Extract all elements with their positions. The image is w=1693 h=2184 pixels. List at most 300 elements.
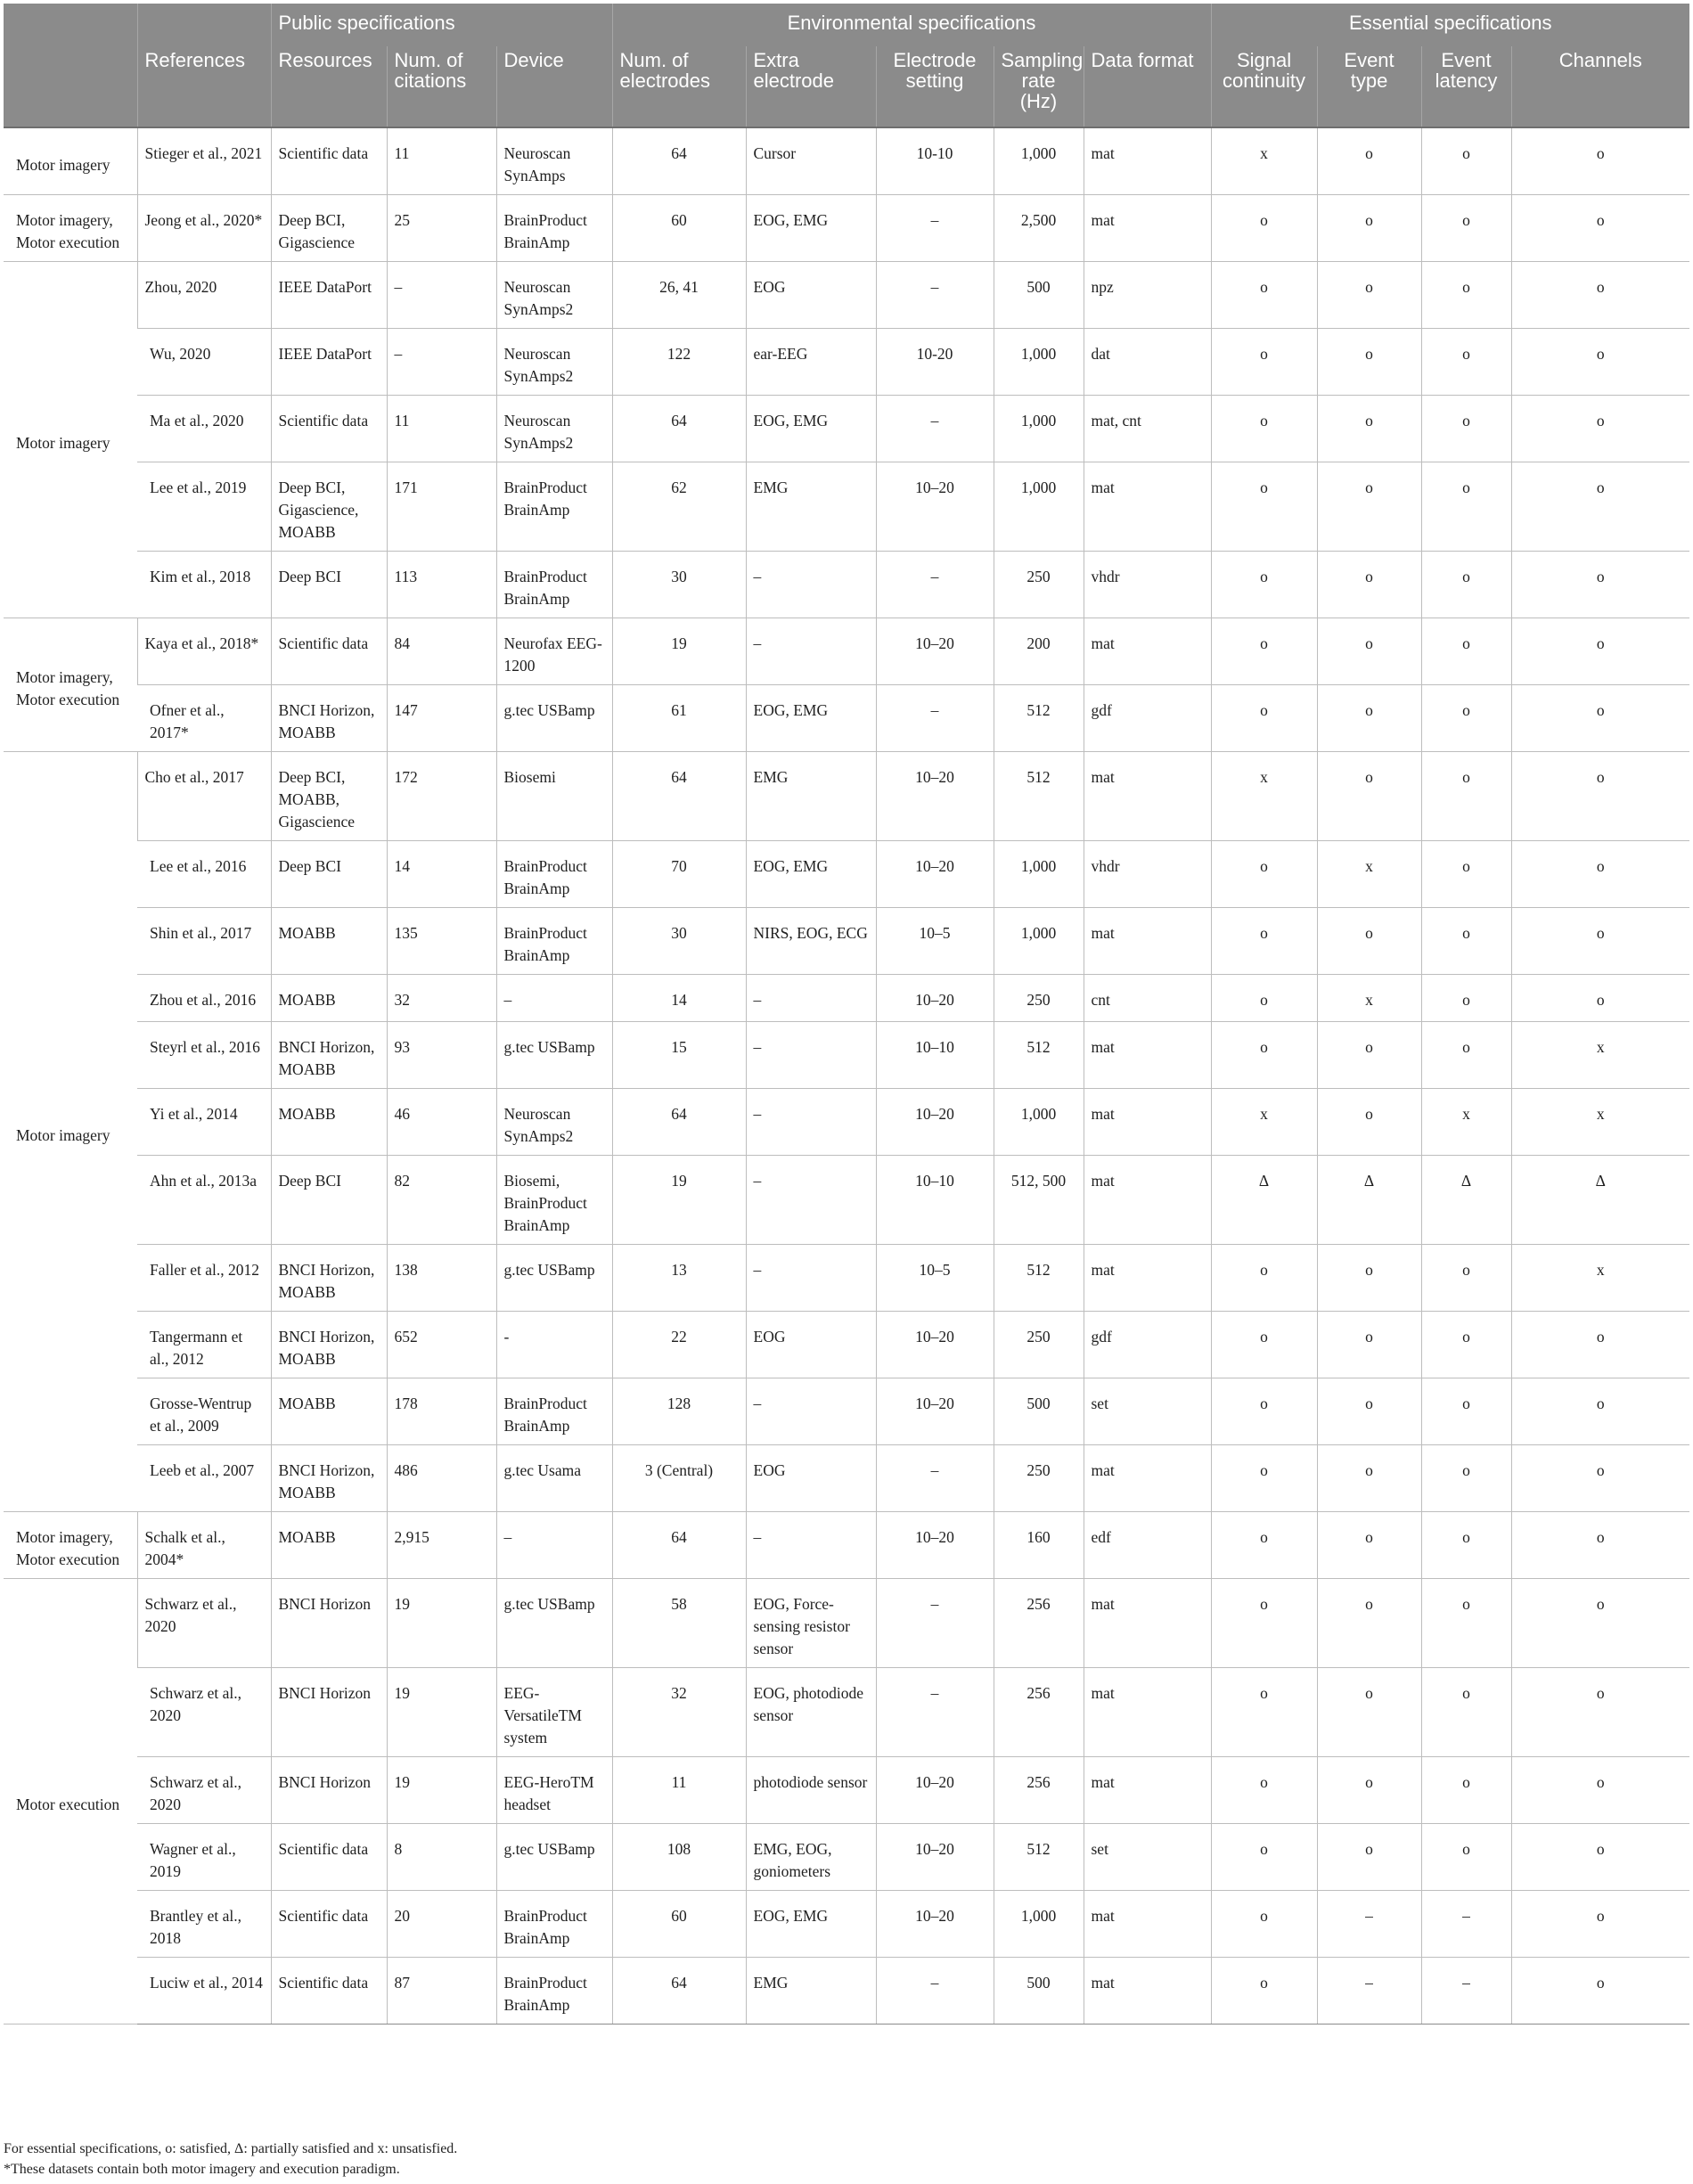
resources-cell: MOABB	[271, 1089, 387, 1156]
reference-cell: Leeb et al., 2007	[137, 1445, 271, 1512]
sampling-rate-cell: 512	[994, 752, 1084, 841]
extra-electrode-cell: EOG	[746, 1445, 876, 1512]
electrodes-cell: 70	[612, 841, 746, 908]
citations-cell: 2,915	[387, 1512, 496, 1579]
table-row	[4, 1824, 1689, 1891]
extra-electrode-cell: EOG, EMG	[746, 396, 876, 462]
citations-cell: 113	[387, 552, 496, 618]
electrode-setting-cell: 10–20	[876, 1891, 994, 1958]
event-latency-cell: o	[1421, 1022, 1511, 1089]
electrode-setting-cell: 10–5	[876, 1245, 994, 1312]
signal-continuity-cell: Δ	[1211, 1156, 1317, 1245]
channels-cell: o	[1511, 1445, 1689, 1512]
device-cell: g.tec USBamp	[496, 1245, 612, 1312]
electrode-setting-cell: –	[876, 685, 994, 752]
extra-electrode-cell: EMG	[746, 462, 876, 552]
event-latency-cell: o	[1421, 462, 1511, 552]
resources-cell: BNCI Horizon	[271, 1579, 387, 1668]
channels-cell: o	[1511, 262, 1689, 329]
device-cell: Neuroscan SynAmps	[496, 127, 612, 195]
citations-cell: 178	[387, 1378, 496, 1445]
extra-electrode-cell: –	[746, 1022, 876, 1089]
event-latency-cell: o	[1421, 908, 1511, 975]
event-type-cell: o	[1317, 1312, 1421, 1378]
reference-cell: Ahn et al., 2013a	[137, 1156, 271, 1245]
event-type-cell: o	[1317, 552, 1421, 618]
event-type-cell: o	[1317, 195, 1421, 262]
citations-cell: 93	[387, 1022, 496, 1089]
paradigm-group-cell: Motor execution	[4, 1579, 137, 2024]
table-row	[4, 1245, 1689, 1312]
event-type-cell: o	[1317, 1757, 1421, 1824]
data-format-cell: mat	[1084, 1668, 1211, 1757]
device-cell: g.tec USBamp	[496, 1579, 612, 1668]
device-cell: Neuroscan SynAmps2	[496, 262, 612, 329]
table-footnotes	[4, 2139, 457, 2180]
data-format-cell: mat	[1084, 127, 1211, 195]
event-type-cell: –	[1317, 1891, 1421, 1958]
signal-continuity-cell: o	[1211, 462, 1317, 552]
resources-cell: Deep BCI	[271, 841, 387, 908]
sampling-rate-cell: 512	[994, 685, 1084, 752]
data-format-cell: mat	[1084, 462, 1211, 552]
event-latency-cell: o	[1421, 329, 1511, 396]
resources-cell: BNCI Horizon, MOABB	[271, 1312, 387, 1378]
signal-continuity-cell: o	[1211, 1312, 1317, 1378]
sampling-rate-cell: 200	[994, 618, 1084, 685]
event-type-cell: o	[1317, 1089, 1421, 1156]
header-blank	[137, 4, 271, 46]
channels-cell: o	[1511, 752, 1689, 841]
reference-cell: Stieger et al., 2021	[137, 127, 271, 195]
paradigm-group-cell: Motor imagery, Motor execution	[4, 1512, 137, 1579]
reference-cell: Jeong et al., 2020*	[137, 195, 271, 262]
data-format-cell: npz	[1084, 262, 1211, 329]
event-type-cell: o	[1317, 1022, 1421, 1089]
signal-continuity-cell: o	[1211, 841, 1317, 908]
table-row	[4, 127, 1689, 195]
event-type-cell: o	[1317, 1445, 1421, 1512]
reference-cell: Wu, 2020	[137, 329, 271, 396]
electrodes-cell: 14	[612, 975, 746, 1022]
sampling-rate-cell: 1,000	[994, 1089, 1084, 1156]
resources-cell: MOABB	[271, 1378, 387, 1445]
column-header-signal-continuity: Signal continuity	[1211, 46, 1317, 127]
electrodes-cell: 108	[612, 1824, 746, 1891]
device-cell: Neuroscan SynAmps2	[496, 396, 612, 462]
electrodes-cell: 22	[612, 1312, 746, 1378]
signal-continuity-cell: o	[1211, 1445, 1317, 1512]
device-cell: g.tec USBamp	[496, 685, 612, 752]
extra-electrode-cell: EMG, EOG, goniometers	[746, 1824, 876, 1891]
electrode-setting-cell: 10–10	[876, 1022, 994, 1089]
sampling-rate-cell: 1,000	[994, 329, 1084, 396]
device-cell: EEG-HeroTM headset	[496, 1757, 612, 1824]
data-format-cell: set	[1084, 1824, 1211, 1891]
event-type-cell: o	[1317, 462, 1421, 552]
citations-cell: 82	[387, 1156, 496, 1245]
table-row	[4, 329, 1689, 396]
signal-continuity-cell: o	[1211, 552, 1317, 618]
event-latency-cell: o	[1421, 1512, 1511, 1579]
reference-cell: Lee et al., 2019	[137, 462, 271, 552]
device-cell: BrainProduct BrainAmp	[496, 462, 612, 552]
signal-continuity-cell: o	[1211, 1757, 1317, 1824]
electrodes-cell: 13	[612, 1245, 746, 1312]
resources-cell: BNCI Horizon, MOABB	[271, 1445, 387, 1512]
electrode-setting-cell: –	[876, 262, 994, 329]
reference-cell: Schwarz et al., 2020	[137, 1757, 271, 1824]
electrode-setting-cell: 10–20	[876, 1378, 994, 1445]
electrodes-cell: 64	[612, 1958, 746, 2024]
header-blank	[4, 4, 137, 46]
reference-cell: Grosse-Wentrup et al., 2009	[137, 1378, 271, 1445]
table-row	[4, 685, 1689, 752]
extra-electrode-cell: EOG, EMG	[746, 685, 876, 752]
column-header-device: Device	[496, 46, 612, 127]
event-latency-cell: o	[1421, 1668, 1511, 1757]
citations-cell: 46	[387, 1089, 496, 1156]
electrode-setting-cell: –	[876, 1958, 994, 2024]
event-latency-cell: o	[1421, 1824, 1511, 1891]
resources-cell: IEEE DataPort	[271, 262, 387, 329]
channels-cell: o	[1511, 1824, 1689, 1891]
citations-cell: 32	[387, 975, 496, 1022]
channels-cell: o	[1511, 195, 1689, 262]
electrodes-cell: 19	[612, 1156, 746, 1245]
paradigm-group-cell: Motor imagery, Motor execution	[4, 195, 137, 262]
paradigm-group-cell: Motor imagery	[4, 752, 137, 1512]
extra-electrode-cell: –	[746, 552, 876, 618]
event-type-cell: o	[1317, 127, 1421, 195]
citations-cell: 171	[387, 462, 496, 552]
signal-continuity-cell: o	[1211, 685, 1317, 752]
data-format-cell: mat	[1084, 1089, 1211, 1156]
electrodes-cell: 11	[612, 1757, 746, 1824]
extra-electrode-cell: ear-EEG	[746, 329, 876, 396]
column-header-data-format: Data format	[1084, 46, 1211, 127]
extra-electrode-cell: EMG	[746, 1958, 876, 2024]
electrodes-cell: 30	[612, 552, 746, 618]
channels-cell: o	[1511, 685, 1689, 752]
electrode-setting-cell: 10–20	[876, 1312, 994, 1378]
resources-cell: BNCI Horizon	[271, 1757, 387, 1824]
table-row	[4, 1958, 1689, 2024]
event-type-cell: o	[1317, 1824, 1421, 1891]
extra-electrode-cell: –	[746, 618, 876, 685]
resources-cell: Scientific data	[271, 1891, 387, 1958]
column-header-electrodes: Num. of electrodes	[612, 46, 746, 127]
resources-cell: Scientific data	[271, 396, 387, 462]
channels-cell: o	[1511, 1579, 1689, 1668]
group-header-environmental: Environmental specifications	[612, 4, 1211, 46]
signal-continuity-cell: o	[1211, 1824, 1317, 1891]
table-row	[4, 1378, 1689, 1445]
citations-cell: 14	[387, 841, 496, 908]
extra-electrode-cell: EOG, EMG	[746, 1891, 876, 1958]
resources-cell: Deep BCI, MOABB, Gigascience	[271, 752, 387, 841]
event-type-cell: o	[1317, 262, 1421, 329]
resources-cell: Scientific data	[271, 618, 387, 685]
extra-electrode-cell: EMG	[746, 752, 876, 841]
reference-cell: Wagner et al., 2019	[137, 1824, 271, 1891]
device-cell: BrainProduct BrainAmp	[496, 552, 612, 618]
extra-electrode-cell: –	[746, 1512, 876, 1579]
table-row	[4, 1668, 1689, 1757]
citations-cell: 138	[387, 1245, 496, 1312]
data-format-cell: mat, cnt	[1084, 396, 1211, 462]
extra-electrode-cell: Cursor	[746, 127, 876, 195]
electrode-setting-cell: 10–20	[876, 1757, 994, 1824]
event-latency-cell: o	[1421, 127, 1511, 195]
reference-cell: Ofner et al., 2017*	[137, 685, 271, 752]
data-format-cell: gdf	[1084, 685, 1211, 752]
device-cell: BrainProduct BrainAmp	[496, 1958, 612, 2024]
channels-cell: o	[1511, 908, 1689, 975]
reference-cell: Zhou et al., 2016	[137, 975, 271, 1022]
table-row	[4, 1579, 1689, 1668]
paradigm-group-cell: Motor imagery	[4, 127, 137, 195]
table-row	[4, 1445, 1689, 1512]
event-latency-cell: o	[1421, 752, 1511, 841]
citations-cell: 652	[387, 1312, 496, 1378]
citations-cell: 19	[387, 1579, 496, 1668]
sampling-rate-cell: 160	[994, 1512, 1084, 1579]
device-cell: BrainProduct BrainAmp	[496, 195, 612, 262]
electrodes-cell: 64	[612, 1512, 746, 1579]
electrode-setting-cell: 10–20	[876, 1512, 994, 1579]
event-latency-cell: o	[1421, 195, 1511, 262]
table-row	[4, 552, 1689, 618]
channels-cell: o	[1511, 552, 1689, 618]
resources-cell: BNCI Horizon	[271, 1668, 387, 1757]
table-row	[4, 841, 1689, 908]
device-cell: Neuroscan SynAmps2	[496, 1089, 612, 1156]
event-latency-cell: o	[1421, 1757, 1511, 1824]
resources-cell: Deep BCI, Gigascience, MOABB	[271, 462, 387, 552]
citations-cell: –	[387, 262, 496, 329]
sampling-rate-cell: 250	[994, 1312, 1084, 1378]
table-row	[4, 462, 1689, 552]
extra-electrode-cell: EOG	[746, 1312, 876, 1378]
sampling-rate-cell: 1,000	[994, 1891, 1084, 1958]
data-format-cell: gdf	[1084, 1312, 1211, 1378]
extra-electrode-cell: –	[746, 1156, 876, 1245]
signal-continuity-cell: o	[1211, 1668, 1317, 1757]
sampling-rate-cell: 500	[994, 1378, 1084, 1445]
reference-cell: Faller et al., 2012	[137, 1245, 271, 1312]
reference-cell: Ma et al., 2020	[137, 396, 271, 462]
event-latency-cell: o	[1421, 1378, 1511, 1445]
event-latency-cell: o	[1421, 1445, 1511, 1512]
citations-cell: 172	[387, 752, 496, 841]
resources-cell: Deep BCI	[271, 1156, 387, 1245]
electrode-setting-cell: 10–20	[876, 618, 994, 685]
electrode-setting-cell: –	[876, 1668, 994, 1757]
device-cell: Biosemi, BrainProduct BrainAmp	[496, 1156, 612, 1245]
table-body	[4, 127, 1689, 2024]
channels-cell: o	[1511, 462, 1689, 552]
sampling-rate-cell: 250	[994, 975, 1084, 1022]
resources-cell: BNCI Horizon, MOABB	[271, 1022, 387, 1089]
reference-cell: Schwarz et al., 2020	[137, 1579, 271, 1668]
reference-cell: Kaya et al., 2018*	[137, 618, 271, 685]
sampling-rate-cell: 500	[994, 1958, 1084, 2024]
electrodes-cell: 3 (Central)	[612, 1445, 746, 1512]
column-header-extra-electrode: Extra electrode	[746, 46, 876, 127]
table-row	[4, 195, 1689, 262]
electrode-setting-cell: 10–20	[876, 462, 994, 552]
citations-cell: 19	[387, 1668, 496, 1757]
signal-continuity-cell: x	[1211, 1089, 1317, 1156]
sampling-rate-cell: 256	[994, 1757, 1084, 1824]
channels-cell: o	[1511, 1958, 1689, 2024]
citations-cell: –	[387, 329, 496, 396]
data-format-cell: mat	[1084, 1022, 1211, 1089]
sampling-rate-cell: 1,000	[994, 908, 1084, 975]
sampling-rate-cell: 512	[994, 1245, 1084, 1312]
table-row	[4, 1089, 1689, 1156]
column-header-paradigm	[4, 46, 137, 127]
sampling-rate-cell: 512	[994, 1824, 1084, 1891]
reference-cell: Lee et al., 2016	[137, 841, 271, 908]
reference-cell: Tangermann et al., 2012	[137, 1312, 271, 1378]
resources-cell: MOABB	[271, 908, 387, 975]
device-cell: Biosemi	[496, 752, 612, 841]
sampling-rate-cell: 250	[994, 552, 1084, 618]
electrode-setting-cell: 10–20	[876, 1824, 994, 1891]
sampling-rate-cell: 256	[994, 1579, 1084, 1668]
reference-cell: Zhou, 2020	[137, 262, 271, 329]
event-type-cell: o	[1317, 1512, 1421, 1579]
electrode-setting-cell: 10–10	[876, 1156, 994, 1245]
event-type-cell: Δ	[1317, 1156, 1421, 1245]
data-format-cell: mat	[1084, 752, 1211, 841]
sampling-rate-cell: 1,000	[994, 841, 1084, 908]
paradigm-group-cell: Motor imagery	[4, 262, 137, 618]
signal-continuity-cell: o	[1211, 262, 1317, 329]
electrodes-cell: 64	[612, 396, 746, 462]
reference-cell: Cho et al., 2017	[137, 752, 271, 841]
electrodes-cell: 64	[612, 127, 746, 195]
signal-continuity-cell: o	[1211, 1891, 1317, 1958]
electrodes-cell: 60	[612, 195, 746, 262]
event-latency-cell: Δ	[1421, 1156, 1511, 1245]
event-type-cell: o	[1317, 1378, 1421, 1445]
device-cell: Neurofax EEG-1200	[496, 618, 612, 685]
channels-cell: o	[1511, 1891, 1689, 1958]
channels-cell: o	[1511, 841, 1689, 908]
table-row	[4, 262, 1689, 329]
signal-continuity-cell: o	[1211, 396, 1317, 462]
electrode-setting-cell: –	[876, 396, 994, 462]
datasets-table-container	[4, 4, 1689, 2024]
event-latency-cell: –	[1421, 1958, 1511, 2024]
reference-cell: Luciw et al., 2014	[137, 1958, 271, 2024]
data-format-cell: mat	[1084, 195, 1211, 262]
sampling-rate-cell: 512	[994, 1022, 1084, 1089]
event-type-cell: o	[1317, 618, 1421, 685]
signal-continuity-cell: o	[1211, 908, 1317, 975]
event-latency-cell: o	[1421, 1579, 1511, 1668]
channels-cell: o	[1511, 396, 1689, 462]
reference-cell: Yi et al., 2014	[137, 1089, 271, 1156]
electrodes-cell: 64	[612, 752, 746, 841]
data-format-cell: vhdr	[1084, 841, 1211, 908]
channels-cell: o	[1511, 1512, 1689, 1579]
electrodes-cell: 19	[612, 618, 746, 685]
sampling-rate-cell: 1,000	[994, 127, 1084, 195]
extra-electrode-cell: –	[746, 1378, 876, 1445]
device-cell: EEG-VersatileTM system	[496, 1668, 612, 1757]
electrodes-cell: 62	[612, 462, 746, 552]
table-row	[4, 1757, 1689, 1824]
table-row	[4, 752, 1689, 841]
electrodes-cell: 58	[612, 1579, 746, 1668]
event-type-cell: x	[1317, 841, 1421, 908]
event-latency-cell: o	[1421, 262, 1511, 329]
data-format-cell: mat	[1084, 1757, 1211, 1824]
event-latency-cell: o	[1421, 552, 1511, 618]
data-format-cell: mat	[1084, 1245, 1211, 1312]
device-cell: BrainProduct BrainAmp	[496, 841, 612, 908]
data-format-cell: dat	[1084, 329, 1211, 396]
signal-continuity-cell: o	[1211, 195, 1317, 262]
data-format-cell: mat	[1084, 618, 1211, 685]
channels-cell: o	[1511, 329, 1689, 396]
event-type-cell: –	[1317, 1958, 1421, 2024]
extra-electrode-cell: EOG	[746, 262, 876, 329]
table-row	[4, 1022, 1689, 1089]
sampling-rate-cell: 512, 500	[994, 1156, 1084, 1245]
signal-continuity-cell: o	[1211, 1022, 1317, 1089]
event-latency-cell: o	[1421, 975, 1511, 1022]
resources-cell: IEEE DataPort	[271, 329, 387, 396]
table-row	[4, 396, 1689, 462]
extra-electrode-cell: –	[746, 1245, 876, 1312]
electrode-setting-cell: –	[876, 195, 994, 262]
citations-cell: 25	[387, 195, 496, 262]
electrode-setting-cell: –	[876, 1579, 994, 1668]
citations-cell: 147	[387, 685, 496, 752]
extra-electrode-cell: NIRS, EOG, ECG	[746, 908, 876, 975]
data-format-cell: mat	[1084, 908, 1211, 975]
group-header-essential: Essential specifications	[1211, 4, 1689, 46]
resources-cell: BNCI Horizon, MOABB	[271, 1245, 387, 1312]
device-cell: g.tec USBamp	[496, 1824, 612, 1891]
table-row	[4, 975, 1689, 1022]
signal-continuity-cell: o	[1211, 1512, 1317, 1579]
reference-cell: Schwarz et al., 2020	[137, 1668, 271, 1757]
signal-continuity-cell: o	[1211, 1579, 1317, 1668]
data-format-cell: mat	[1084, 1958, 1211, 2024]
electrodes-cell: 64	[612, 1089, 746, 1156]
table-row	[4, 1512, 1689, 1579]
electrode-setting-cell: 10-20	[876, 329, 994, 396]
channels-cell: Δ	[1511, 1156, 1689, 1245]
event-latency-cell: o	[1421, 841, 1511, 908]
header-column-row	[4, 46, 1689, 127]
electrode-setting-cell: 10–20	[876, 841, 994, 908]
device-cell: -	[496, 1312, 612, 1378]
reference-cell: Kim et al., 2018	[137, 552, 271, 618]
citations-cell: 11	[387, 396, 496, 462]
data-format-cell: mat	[1084, 1445, 1211, 1512]
citations-cell: 11	[387, 127, 496, 195]
device-cell: –	[496, 975, 612, 1022]
channels-cell: x	[1511, 1089, 1689, 1156]
extra-electrode-cell: photodiode sensor	[746, 1757, 876, 1824]
